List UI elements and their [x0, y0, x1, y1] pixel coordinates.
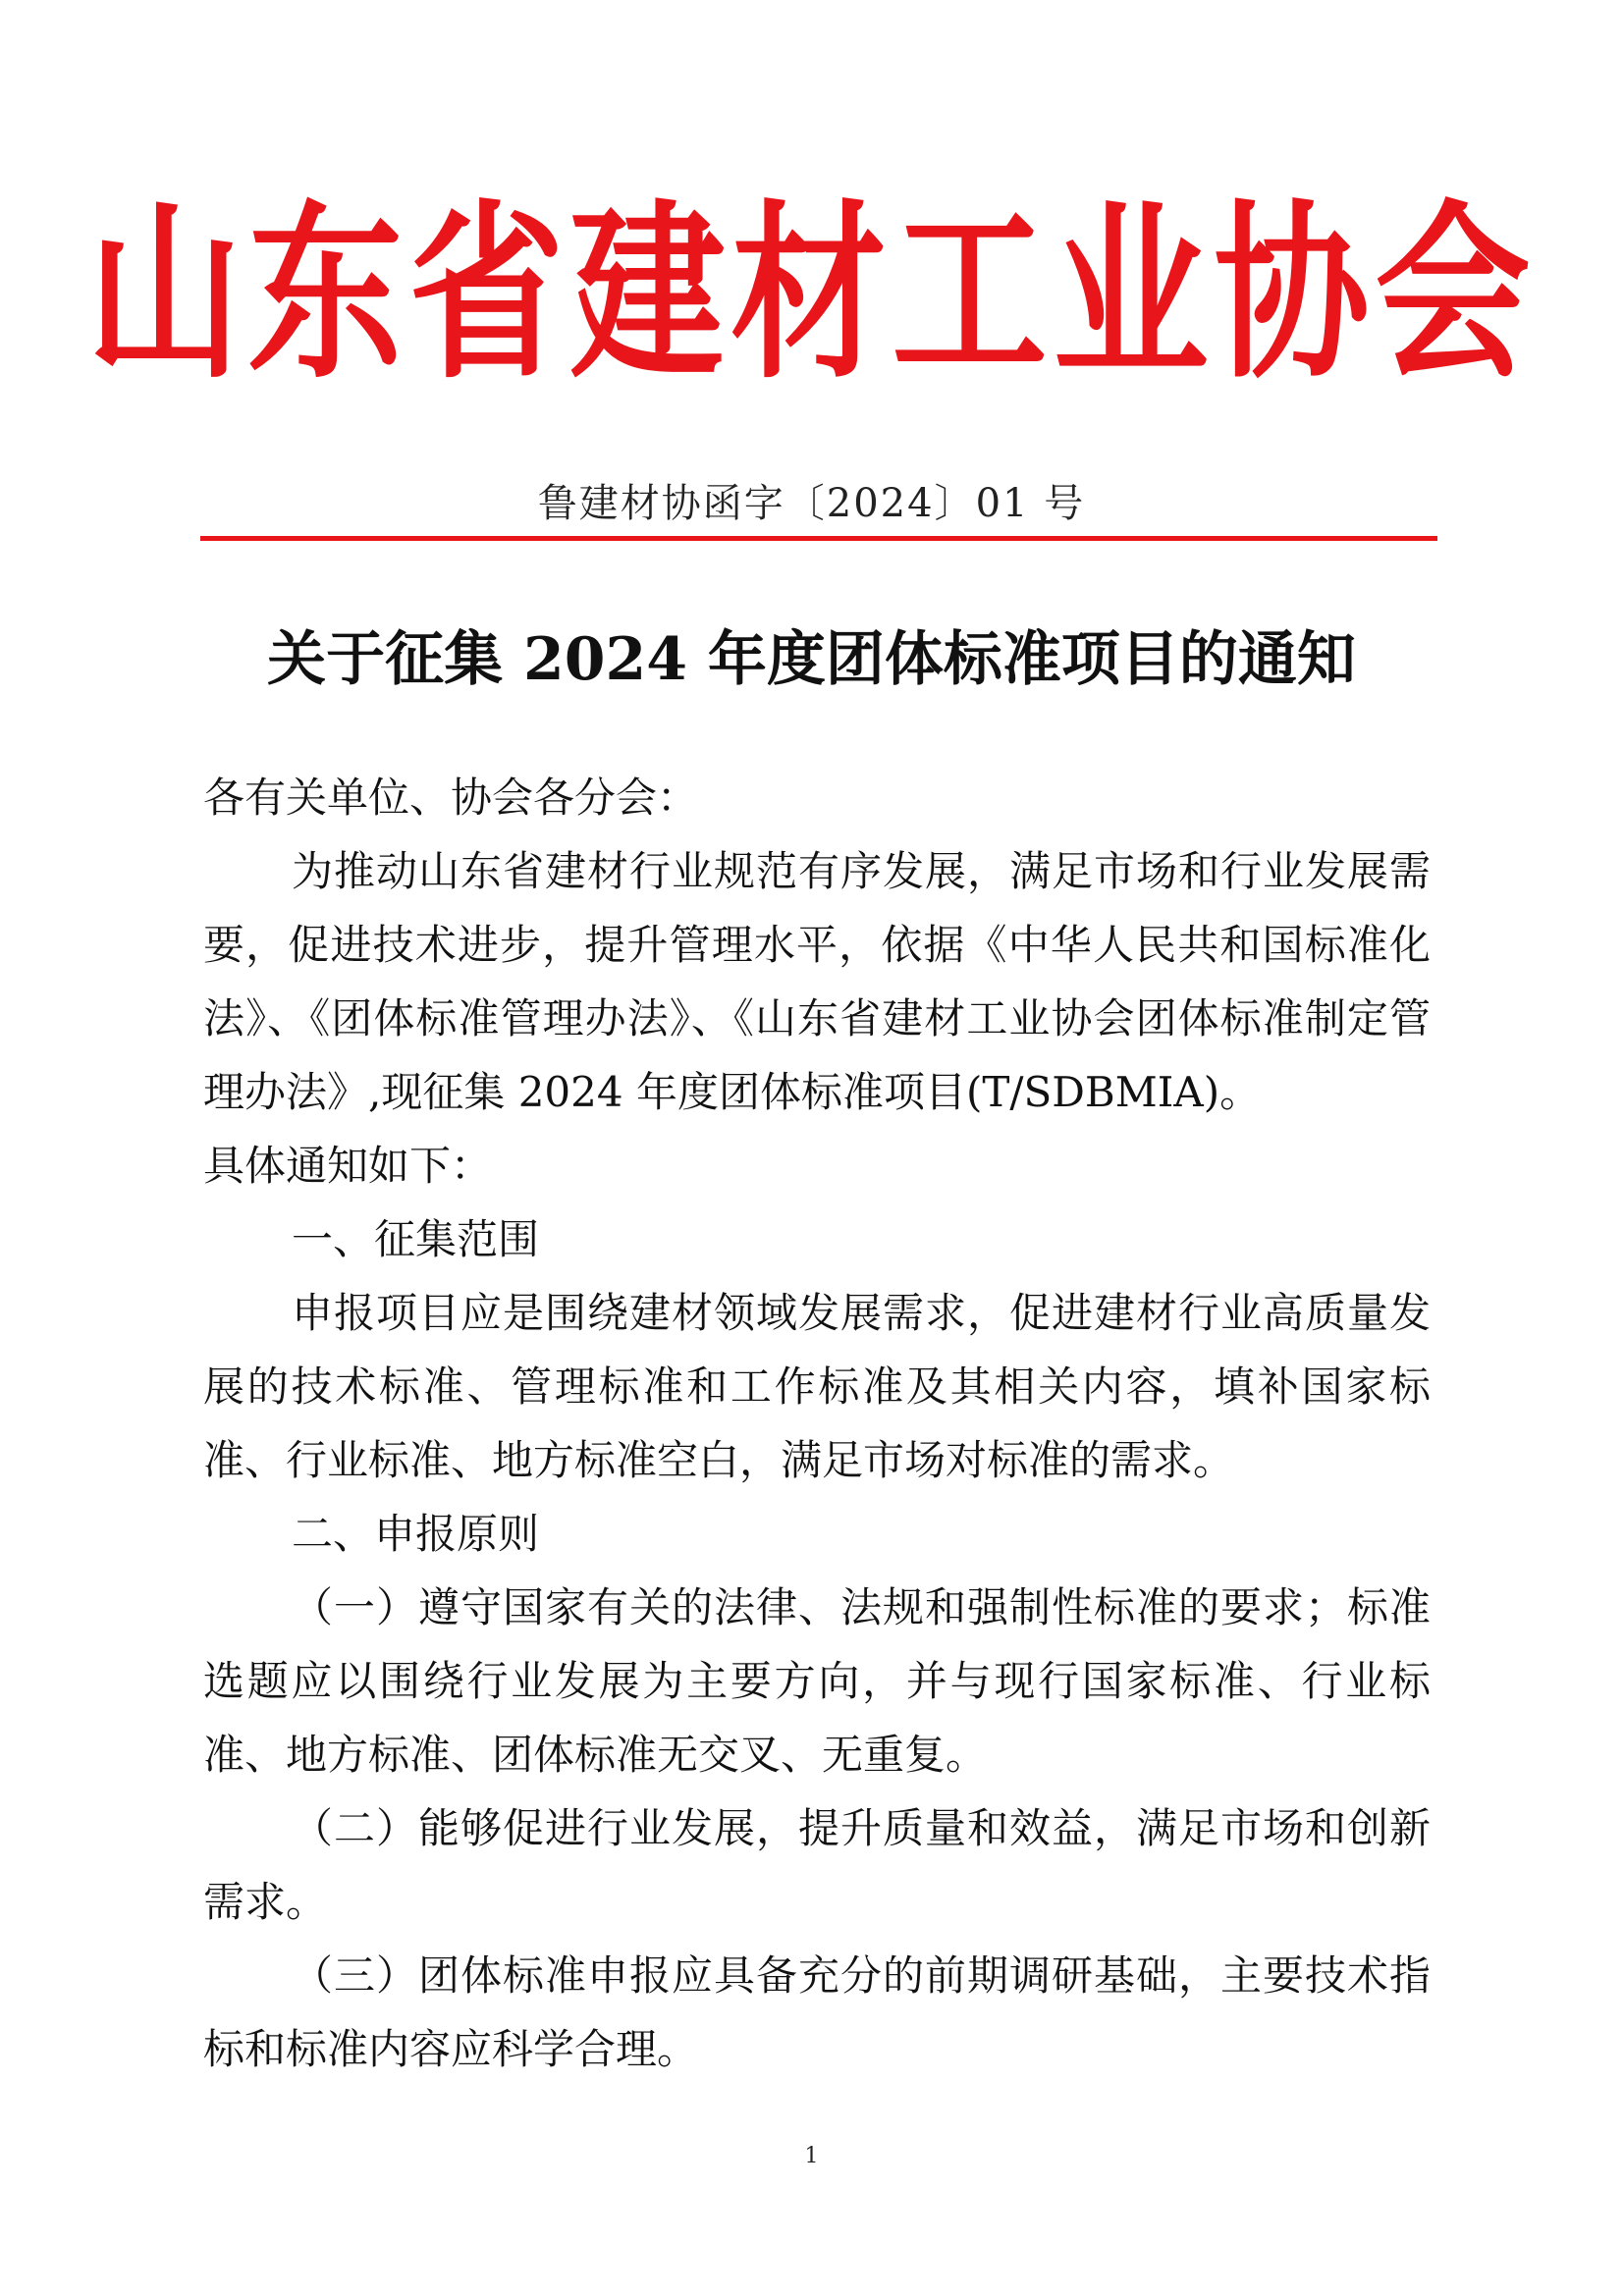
- document-number: 鲁建材协函字〔2024〕01 号: [537, 481, 1086, 526]
- scope-paragraph: 申报项目应是围绕建材领域发展需求，促进建材行业高质量发展的技术标准、管理标准和工作标准及其相关内容，填补国家标准、行业标准、地方标准空白，满足市场对标准的需求。: [203, 1289, 1431, 1484]
- section-heading-scope: 一、征集范围: [292, 1215, 540, 1263]
- principle-item-3: （三）团体标准申报应具备充分的前期调研基础，主要技术指标和标准内容应科学合理。: [203, 1951, 1431, 2073]
- intro-tail: 具体通知如下：: [203, 1142, 493, 1190]
- notice-title: 关于征集 2024 年度团体标准项目的通知: [267, 625, 1356, 694]
- principle-item-2: （二）能够促进行业发展，提升质量和效益，满足市场和创新需求。: [203, 1804, 1431, 1926]
- red-divider-rule: [200, 536, 1437, 541]
- intro-paragraph: 为推动山东省建材行业规范有序发展，满足市场和行业发展需要，促进技术进步，提升管理水平，依据《中华人民共和国标准化法》、《团体标准管理办法》、《山东省建材工业协会团体标准制定管理办法》,现征集 2024 年度团体标准项目(T/SDBMIA)。: [203, 847, 1431, 1116]
- notice-body: [203, 761, 1431, 2086]
- section-heading-principles: 二、申报原则: [292, 1510, 540, 1558]
- organization-masthead: 山东省建材工业协会: [86, 183, 1537, 405]
- page-number: 1: [804, 2144, 819, 2168]
- salutation: 各有关单位、协会各分会：: [203, 774, 699, 822]
- principle-item-1: （一）遵守国家有关的法律、法规和强制性标准的要求；标准选题应以围绕行业发展为主要方向，并与现行国家标准、行业标准、地方标准、团体标准无交叉、无重复。: [203, 1583, 1431, 1779]
